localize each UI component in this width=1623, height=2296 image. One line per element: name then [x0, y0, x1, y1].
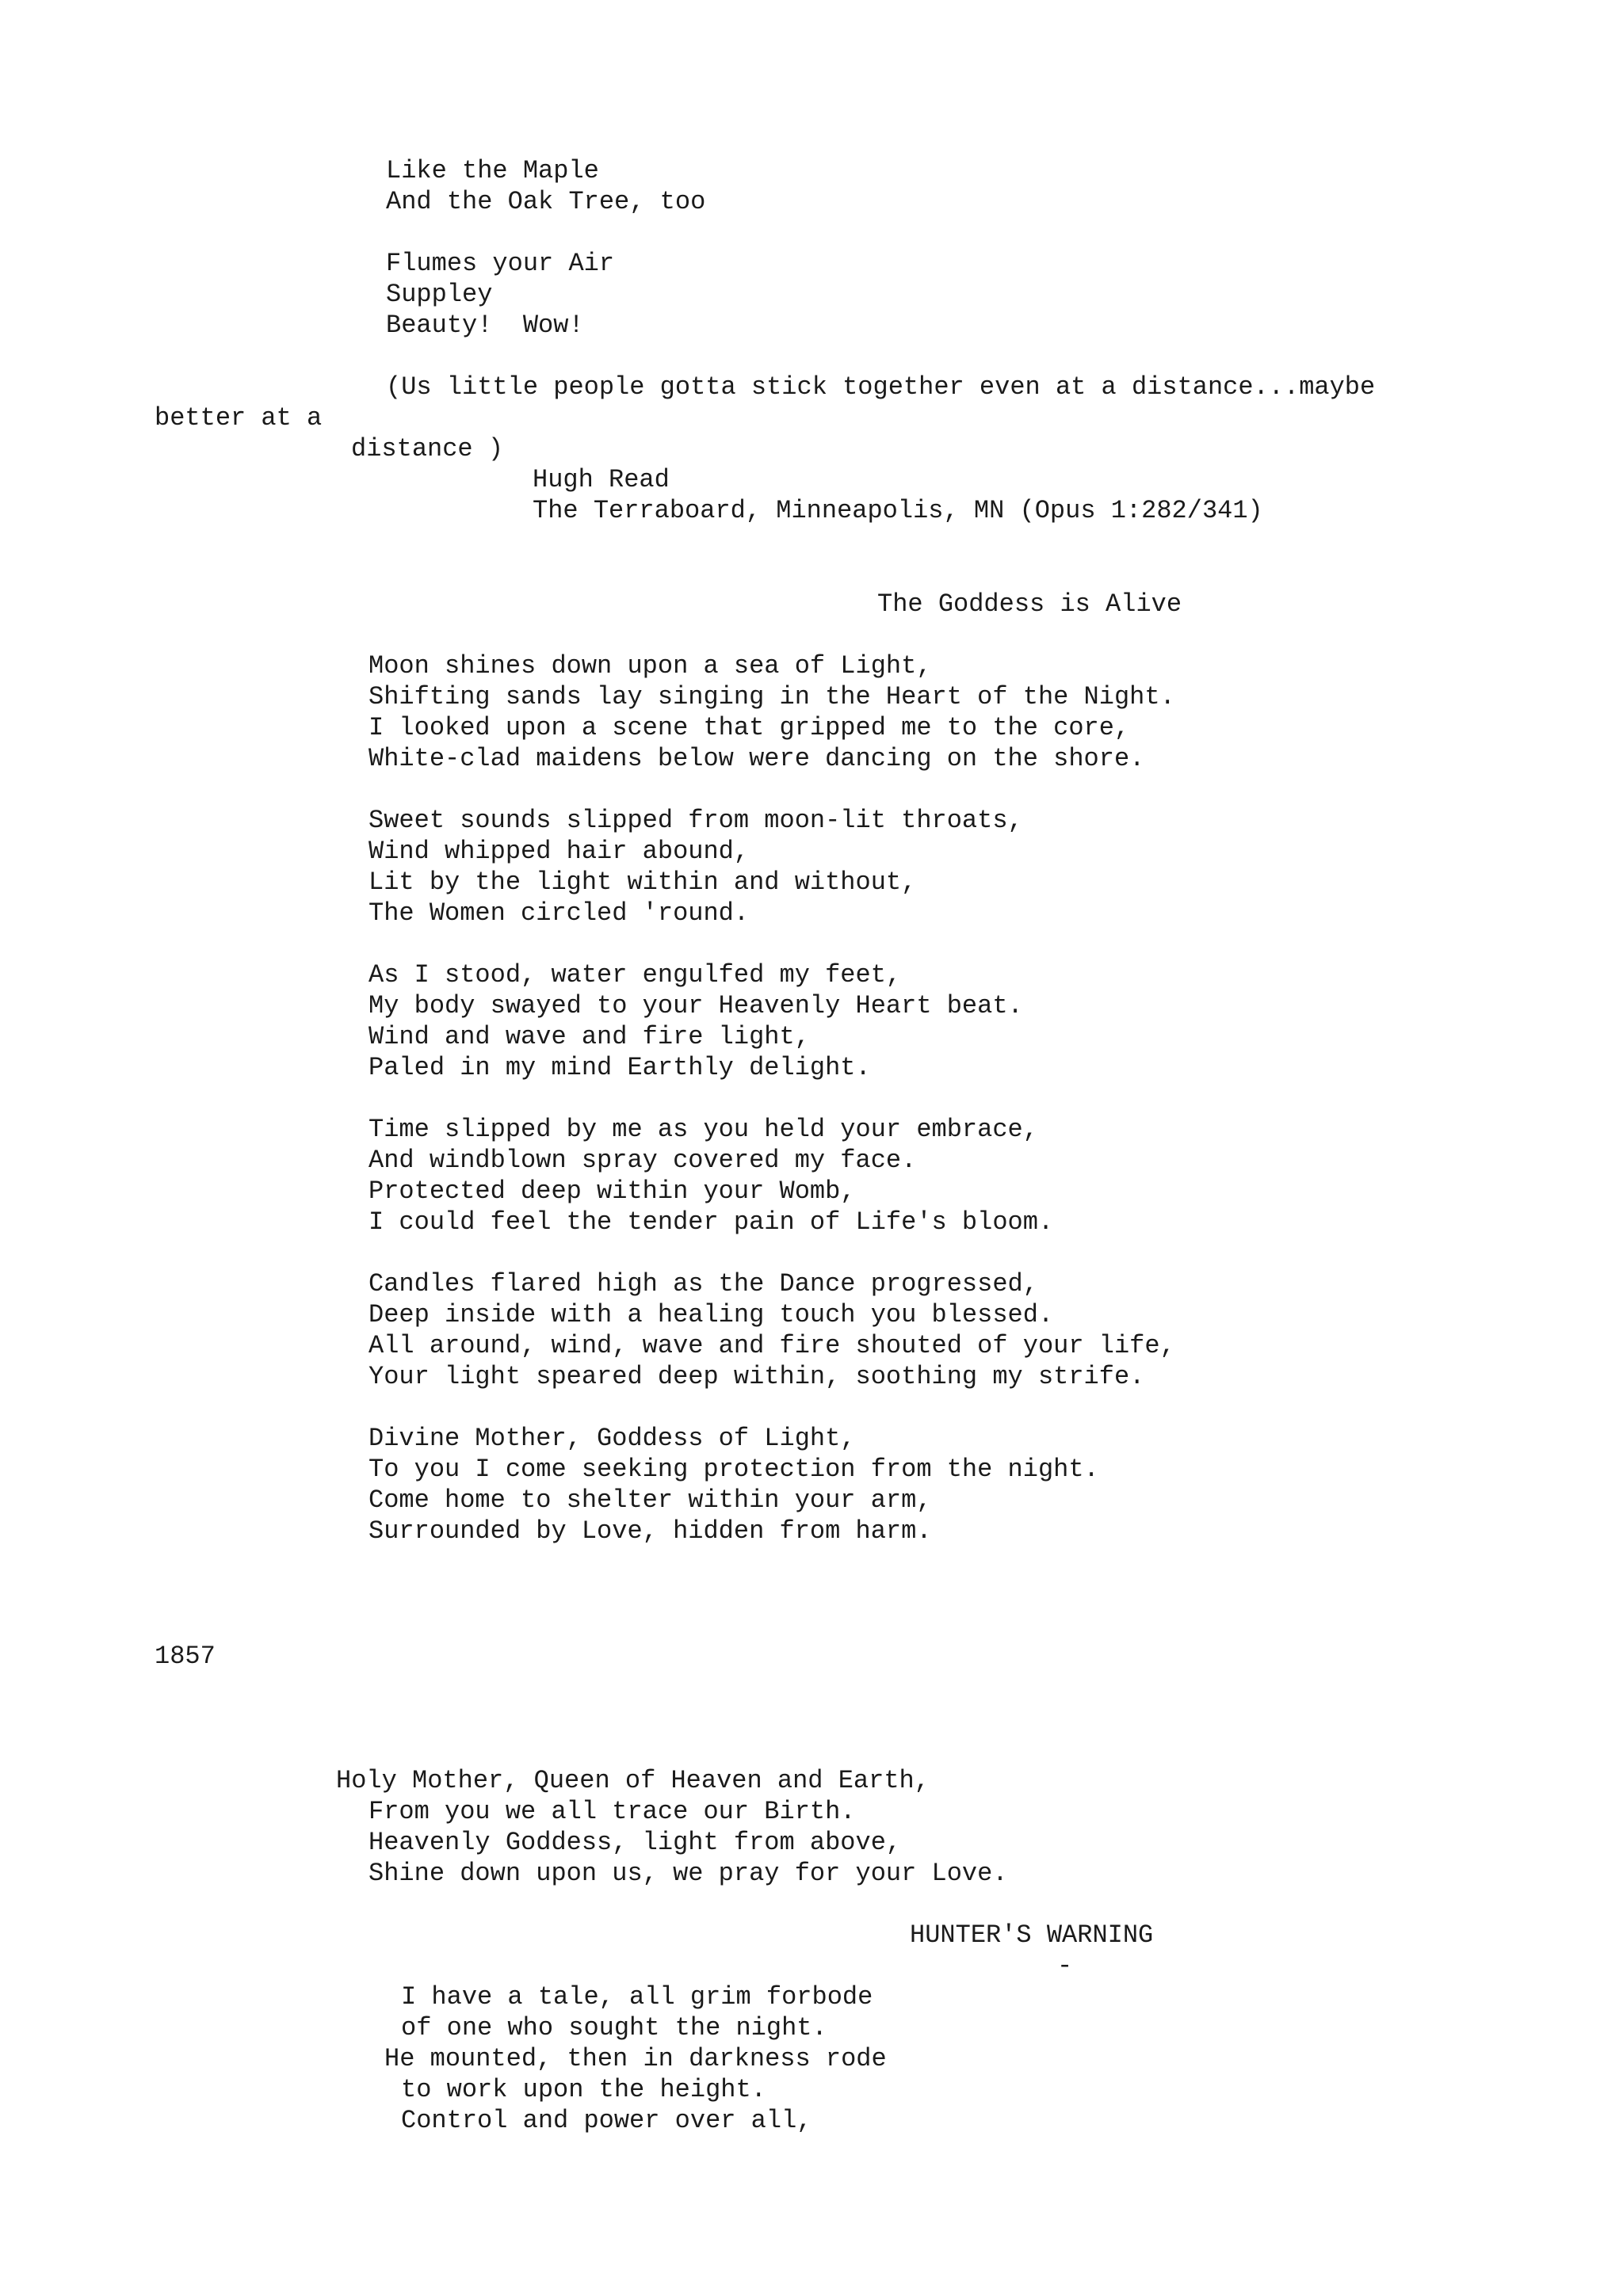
goddess-line: Come home to shelter within your arm, — [369, 1486, 932, 1515]
goddess-line: Surrounded by Love, hidden from harm. — [369, 1516, 932, 1546]
goddess-line: All around, wind, wave and fire shouted of your life, — [369, 1331, 1175, 1360]
maple-note-line-1: (Us little people gotta stick together even at a distance...maybe — [386, 372, 1376, 402]
goddess-title: The Goddess is Alive — [877, 589, 1182, 619]
goddess-line: Wind and wave and fire light, — [369, 1022, 810, 1051]
holy-mother-line: Heavenly Goddess, light from above, — [369, 1828, 902, 1857]
goddess-line: And windblown spray covered my face. — [369, 1146, 917, 1175]
goddess-line: I could feel the tender pain of Life's bloom. — [369, 1207, 1054, 1237]
goddess-line: Shifting sands lay singing in the Heart of the Night. — [369, 682, 1175, 711]
goddess-line: Candles flared high as the Dance progressed, — [369, 1269, 1038, 1299]
goddess-line: Your light speared deep within, soothing my strife. — [369, 1362, 1145, 1391]
maple-line-1: Like the Maple — [386, 156, 599, 185]
hunter-line: of one who sought the night. — [401, 2013, 827, 2042]
maple-note-line-2: better at a — [155, 403, 323, 433]
holy-mother-line: From you we all trace our Birth. — [369, 1797, 856, 1826]
maple-line-4: Suppley — [386, 280, 493, 309]
hunter-title: HUNTER'S WARNING — [910, 1920, 1154, 1950]
maple-line-3: Flumes your Air — [386, 249, 615, 278]
hunter-line: to work upon the height. — [401, 2075, 766, 2104]
maple-note-line-3: distance ) — [351, 434, 504, 463]
hunter-title-mark: - — [1057, 1951, 1073, 1981]
goddess-line: Sweet sounds slipped from moon-lit throats, — [369, 806, 1023, 835]
maple-source: The Terraboard, Minneapolis, MN (Opus 1:282/341) — [533, 496, 1263, 525]
maple-line-5: Beauty! Wow! — [386, 311, 584, 340]
goddess-line: Paled in my mind Earthly delight. — [369, 1053, 871, 1082]
hunter-line: Control and power over all, — [401, 2106, 812, 2135]
goddess-line: Time slipped by me as you held your embrace, — [369, 1115, 1038, 1144]
goddess-line: My body swayed to your Heavenly Heart beat. — [369, 991, 1023, 1020]
goddess-line: Protected deep within your Womb, — [369, 1177, 856, 1206]
goddess-line: As I stood, water engulfed my feet, — [369, 960, 902, 990]
goddess-line: Deep inside with a healing touch you blessed. — [369, 1300, 1054, 1329]
goddess-line: Lit by the light within and without, — [369, 868, 917, 897]
holy-mother-line: Shine down upon us, we pray for your Love. — [369, 1859, 1008, 1888]
goddess-line: Moon shines down upon a sea of Light, — [369, 651, 932, 681]
maple-line-2: And the Oak Tree, too — [386, 187, 706, 216]
goddess-line: Wind whipped hair abound, — [369, 837, 750, 866]
holy-mother-line: Holy Mother, Queen of Heaven and Earth, — [336, 1766, 930, 1795]
goddess-line: White-clad maidens below were dancing on the shore. — [369, 744, 1145, 773]
goddess-line: I looked upon a scene that gripped me to the core, — [369, 713, 1130, 742]
maple-author: Hugh Read — [533, 465, 670, 494]
goddess-line: The Women circled 'round. — [369, 898, 750, 928]
page-number: 1857 — [155, 1642, 216, 1671]
hunter-line: He mounted, then in darkness rode — [384, 2044, 887, 2073]
goddess-line: To you I come seeking protection from the night. — [369, 1455, 1099, 1484]
goddess-line: Divine Mother, Goddess of Light, — [369, 1424, 856, 1453]
hunter-line: I have a tale, all grim forbode — [401, 1982, 873, 2012]
